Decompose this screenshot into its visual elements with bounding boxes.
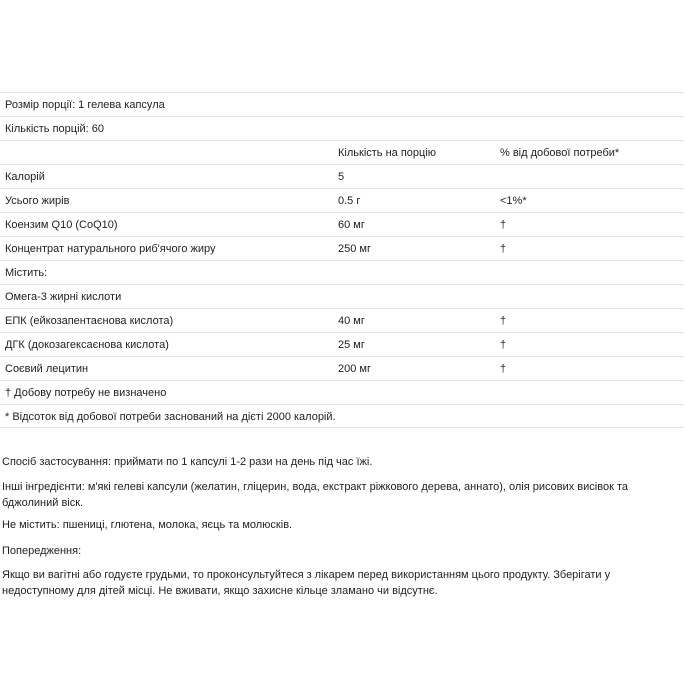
nutrient-name: Концентрат натурального риб'ячого жиру [5,243,216,255]
nutrient-name: Коензим Q10 (CoQ10) [5,219,118,231]
footnote-dagger: † Добову потребу не визначено [5,387,167,399]
serving-size: Розмір порції: 1 гелева капсула [5,99,165,111]
nutrient-daily-value: † [500,243,507,255]
warnings-title-section [2,543,682,559]
table-row [0,164,684,188]
table-row [0,332,684,356]
other-ingredients-text: Інші інгредієнти: м'які гелеві капсули (желатин, гліцерин, вода, екстракт ріжкового дерева, аннато), олія рисових висівок та бджолиний віск. [2,481,628,509]
nutrient-amount: 200 мг [338,363,371,375]
table-row [0,284,684,308]
nutrient-amount: 25 мг [338,339,365,351]
servings-per-container-row [0,116,684,140]
amount-header: Кількість на порцію [338,147,437,159]
warnings-title: Попередження: [2,545,82,557]
nutrient-daily-value: † [500,219,507,231]
usage-text: Спосіб застосування: приймати по 1 капсулі 1-2 рази на день під час їжі. [2,456,373,468]
table-header-row [0,140,684,164]
usage-section [2,454,682,470]
nutrient-name: Омега-3 жирні кислоти [5,291,122,303]
nutrient-name: ЕПК (ейкозапентаєнова кислота) [5,315,174,327]
table-row [0,356,684,380]
warnings-section [2,567,682,599]
nutrient-name: Усього жирів [5,195,70,207]
table-row [0,236,684,260]
daily-value-header: % від добової потреби* [500,147,620,159]
supplement-facts-table [0,92,684,428]
nutrient-daily-value: † [500,363,507,375]
footnote-asterisk: * Відсоток від добової потреби заснований на дієті 2000 калорій. [5,411,336,423]
other-ingredients-section [2,479,682,511]
nutrient-amount: 5 [338,171,345,183]
nutrient-amount: 60 мг [338,219,365,231]
nutrient-daily-value: <1%* [500,195,527,207]
nutrient-name: Соєвий лецитин [5,363,89,375]
nutrient-daily-value: † [500,315,507,327]
nutrient-amount: 250 мг [338,243,371,255]
table-row [0,188,684,212]
nutrient-amount: 40 мг [338,315,365,327]
table-row [0,260,684,284]
table-row [0,308,684,332]
nutrient-name: Містить: [5,267,48,279]
servings-per-container: Кількість порцій: 60 [5,123,105,135]
warnings-text: Якщо ви вагітні або годуєте грудьми, то проконсультуйтеся з лікарем перед використанням цього продукту. Зберігати у недоступному для дітей місці. Не вживати, якщо захисне кільце зламано чи відсутнє. [2,569,611,597]
nutrient-daily-value: † [500,339,507,351]
free-of-section [2,517,682,533]
nutrient-name: Калорій [5,171,45,183]
nutrient-name: ДГК (докозагексаєнова кислота) [5,339,169,351]
footnote-row [0,380,684,404]
serving-size-row [0,92,684,116]
free-of-text: Не містить: пшениці, глютена, молока, яєць та молюсків. [2,519,293,531]
footnote-row [0,404,684,428]
nutrient-amount: 0.5 г [338,195,361,207]
table-row [0,212,684,236]
